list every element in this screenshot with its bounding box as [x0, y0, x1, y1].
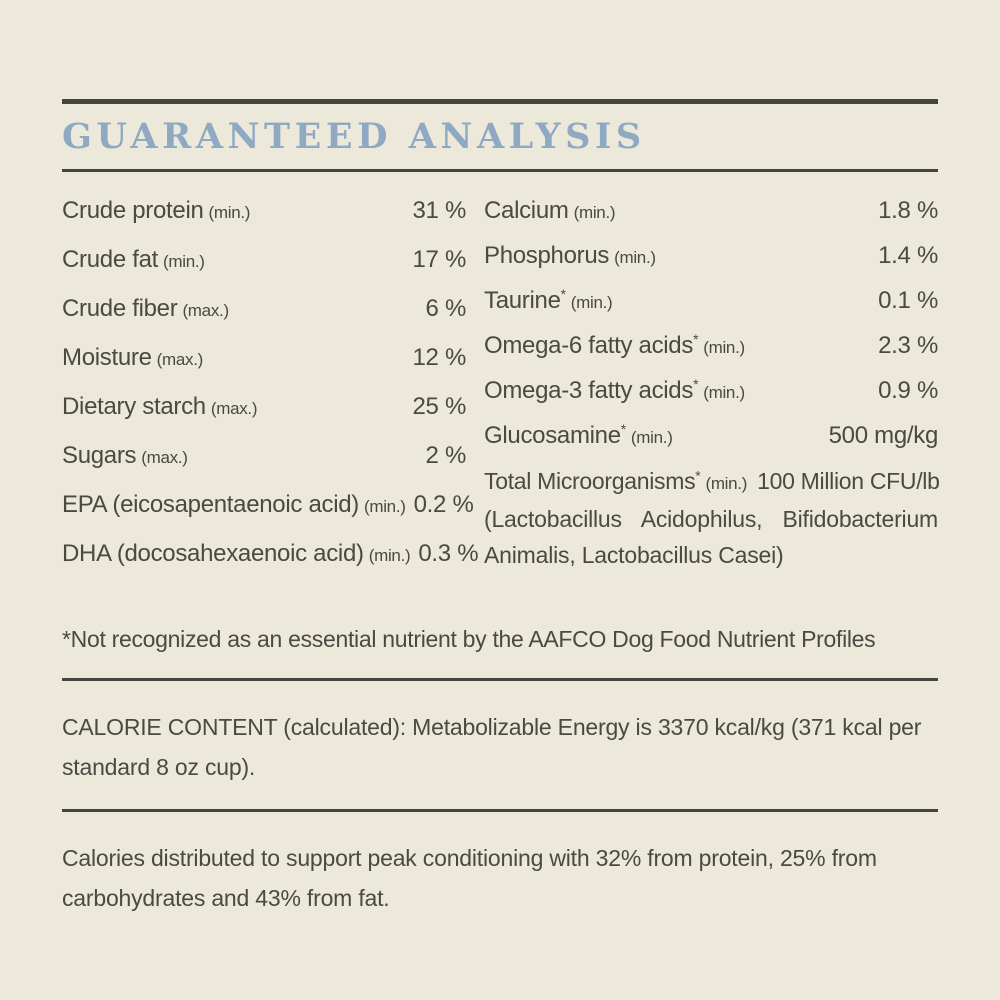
- aafco-footnote: *Not recognized as an essential nutrient by the AAFCO Dog Food Nutrient Profiles: [62, 625, 876, 652]
- qualifier: (min.): [163, 251, 205, 271]
- nutrient-name: [484, 286, 612, 318]
- qualifier: (max.): [210, 398, 258, 418]
- asterisk: *: [695, 466, 701, 483]
- qualifier: (max.): [141, 447, 188, 467]
- nutrient-value: 17 %: [412, 245, 466, 273]
- analysis-row-calcium: [484, 196, 938, 228]
- nutrient-label: Phosphorus: [484, 241, 610, 269]
- nutrient-value: 1.8 %: [878, 196, 938, 224]
- nutrient-name: [62, 343, 203, 375]
- nutrient-label: Total Microorganisms: [484, 467, 696, 494]
- analysis-row-crude-fiber: [62, 294, 466, 326]
- nutrient-label: Glucosamine: [484, 421, 621, 449]
- nutrient-label: Crude protein: [62, 196, 204, 224]
- nutrient-value: 2 %: [425, 441, 466, 469]
- analysis-row-omega6: [484, 331, 938, 363]
- nutrient-value: 100 Million CFU/lb: [757, 467, 940, 494]
- asterisk: *: [693, 330, 699, 347]
- qualifier: (max.): [156, 349, 204, 369]
- nutrient-label: Crude fiber: [62, 294, 178, 322]
- analysis-table: [62, 172, 938, 588]
- qualifier: (min.): [703, 382, 745, 402]
- qualifier: (max.): [182, 300, 229, 320]
- analysis-row-phosphorus: [484, 241, 938, 273]
- analysis-row-crude-fat: [62, 245, 466, 277]
- qualifier: (min.): [614, 247, 656, 267]
- nutrient-value: 0.1 %: [878, 286, 938, 314]
- nutrient-label: Omega-6 fatty acids: [484, 331, 694, 359]
- nutrient-name: [484, 241, 656, 273]
- nutrient-label: DHA (docosahexaenoic acid): [62, 539, 364, 567]
- qualifier: (min.): [570, 292, 613, 312]
- analysis-row-total-microorganisms: [484, 466, 938, 499]
- analysis-row-moisture: [62, 343, 466, 375]
- column-gap: [466, 196, 484, 588]
- analysis-row-omega3: [484, 376, 938, 408]
- nutrient-label: Moisture: [62, 343, 152, 371]
- nutrient-label: Crude fat: [62, 245, 159, 273]
- analysis-column-right: [484, 196, 938, 588]
- qualifier: (min.): [368, 545, 411, 565]
- nutrient-label: Sugars: [62, 441, 137, 469]
- nutrient-value: 2.3 %: [878, 331, 938, 359]
- nutrient-name: [62, 441, 188, 473]
- nutrient-name: [484, 421, 673, 453]
- divider-top: [62, 99, 938, 104]
- nutrient-name: [62, 392, 257, 424]
- nutrient-value: 0.9 %: [878, 376, 938, 404]
- nutrient-value: 500 mg/kg: [828, 421, 938, 449]
- section-title: GUARANTEED ANALYSIS: [62, 116, 646, 157]
- qualifier: (min.): [208, 202, 251, 222]
- nutrient-value: 31 %: [412, 196, 466, 224]
- divider-above-calorie-distribution: [62, 809, 938, 812]
- analysis-row-crude-protein: [62, 196, 466, 228]
- nutrient-label: EPA (eicosapentaenoic acid): [62, 490, 359, 518]
- qualifier: (min.): [573, 202, 616, 222]
- analysis-column-left: [62, 196, 479, 588]
- nutrient-name: [484, 376, 745, 408]
- nutrient-label: Calcium: [484, 196, 569, 224]
- asterisk: *: [620, 420, 626, 437]
- calorie-content-text: CALORIE CONTENT (calculated): Metabolizable Energy is 3370 kcal/kg (371 kcal per standard 8 oz cup).: [62, 713, 922, 780]
- nutrient-value: 1.4 %: [878, 241, 938, 269]
- analysis-row-dietary-starch: [62, 392, 466, 424]
- nutrient-label: Taurine: [484, 286, 561, 314]
- nutrient-name: [62, 490, 406, 522]
- asterisk: *: [693, 375, 699, 392]
- nutrient-name: [62, 245, 205, 277]
- nutrient-value: 0.2 %: [413, 490, 474, 518]
- nutrient-name: [484, 331, 745, 363]
- qualifier: (min.): [705, 473, 748, 493]
- analysis-row-glucosamine: [484, 421, 938, 453]
- analysis-row-sugars: [62, 441, 466, 473]
- nutrient-name: [484, 196, 615, 228]
- nutrient-name: [62, 196, 250, 228]
- divider-above-calorie-content: [62, 678, 938, 681]
- qualifier: (min.): [363, 496, 406, 516]
- asterisk: *: [560, 285, 566, 302]
- qualifier: (min.): [703, 337, 745, 357]
- nutrient-value: 12 %: [412, 343, 466, 371]
- analysis-row-dha: [62, 539, 479, 571]
- analysis-row-epa: [62, 490, 474, 522]
- nutrient-name: [484, 466, 749, 499]
- nutrient-name: [62, 539, 410, 571]
- nutrient-value: 6 %: [425, 294, 466, 322]
- analysis-row-taurine: [484, 286, 938, 318]
- guaranteed-analysis-panel: [62, 0, 938, 918]
- nutrient-label: Omega-3 fatty acids: [484, 376, 694, 404]
- nutrient-value: 0.3 %: [418, 539, 479, 567]
- nutrient-name: [62, 294, 229, 326]
- nutrient-value: 25 %: [412, 392, 466, 420]
- qualifier: (min.): [630, 427, 673, 447]
- nutrient-label: Dietary starch: [62, 392, 206, 420]
- microorganisms-species-list: (Lactobacillus Acidophilus, Bifidobacterium Animalis, Lactobacillus Casei): [484, 505, 938, 568]
- calorie-distribution-text: Calories distributed to support peak conditioning with 32% from protein, 25% from carbohydrates and 43% from fat.: [62, 844, 877, 911]
